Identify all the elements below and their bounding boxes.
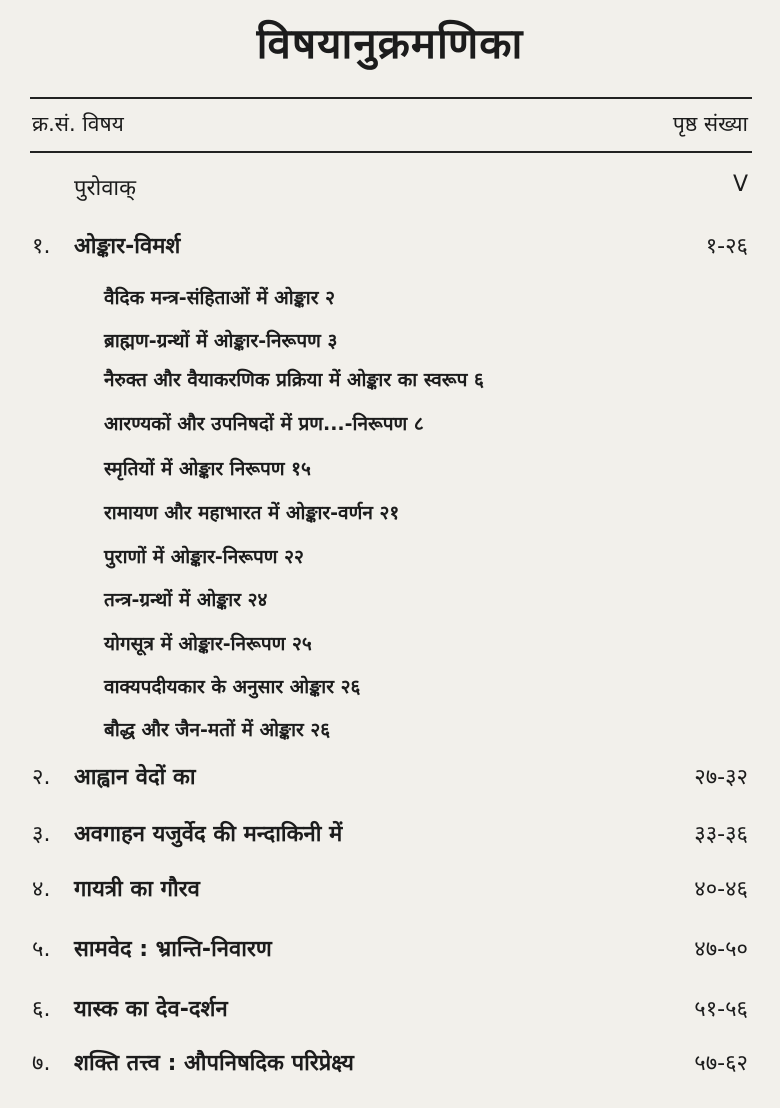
entry-title: यास्क का देव-दर्शन [74, 997, 228, 1022]
toc-entry-7 [32, 1047, 748, 1081]
subentry: योगसूत्र में ओङ्कार-निरूपण २५ [104, 633, 312, 655]
toc-entry-5 [32, 933, 748, 967]
entry-number: ३. [32, 822, 51, 847]
entry-page: ४७-५० [694, 937, 748, 962]
subentry: आरण्यकों और उपनिषदों में प्रण...-निरूपण ८ [104, 413, 424, 435]
entry-title: सामवेद : भ्रान्ति-निवारण [74, 937, 272, 962]
entry-number: २. [32, 765, 51, 790]
subentry: स्मृतियों में ओङ्कार निरूपण १५ [104, 458, 311, 480]
toc-entry-2 [32, 761, 748, 795]
header-top-rule [30, 97, 752, 99]
entry-title: अवगाहन यजुर्वेद की मन्दाकिनी में [74, 822, 343, 847]
entry-number: ७. [32, 1051, 51, 1076]
entry-page: ५१-५६ [694, 997, 748, 1022]
page-title: विषयानुक्रमणिका [256, 19, 524, 68]
entry-page: १-२६ [705, 234, 748, 259]
toc-entry-4 [32, 873, 748, 907]
subentry: वाक्यपदीयकार के अनुसार ओङ्कार २६ [104, 676, 361, 698]
toc-entry-3 [32, 818, 748, 852]
subentry: ब्राह्मण-ग्रन्थों में ओङ्कार-निरूपण ३ [104, 330, 338, 352]
toc-entry-6 [32, 993, 748, 1027]
subentry: तन्त्र-ग्रन्थों में ओङ्कार २४ [104, 589, 268, 611]
entry-page: ५७-६२ [694, 1051, 748, 1076]
entry-title: आह्वान वेदों का [74, 765, 196, 790]
entry-title: पुरोवाक् [74, 176, 137, 201]
header-left: क्र.सं. विषय [32, 112, 124, 136]
entry-number: १. [32, 234, 51, 259]
entry-title: गायत्री का गौरव [74, 877, 200, 902]
entry-page: V [732, 172, 748, 197]
entry-number: ६. [32, 997, 51, 1022]
subentry: रामायण और महाभारत में ओङ्कार-वर्णन २१ [104, 502, 400, 524]
header-bottom-rule [30, 151, 752, 153]
toc-entry-preface [32, 172, 748, 206]
subentry: बौद्ध और जैन-मतों में ओङ्कार २६ [104, 719, 331, 741]
toc-entry-1 [32, 230, 748, 264]
entry-title: शक्ति तत्त्व : औपनिषदिक परिप्रेक्ष्य [74, 1051, 354, 1076]
entry-page: २७-३२ [694, 765, 748, 790]
entry-page: ४०-४६ [694, 877, 748, 902]
subentry: वैदिक मन्त्र-संहिताओं में ओङ्कार २ [104, 287, 335, 309]
entry-page: ३३-३६ [694, 822, 748, 847]
subentry: नैरुक्त और वैयाकरणिक प्रक्रिया में ओङ्कार का स्वरूप ६ [104, 369, 484, 391]
header-right: पृष्ठ संख्या [672, 112, 748, 136]
subentry: पुराणों में ओङ्कार-निरूपण २२ [104, 546, 304, 568]
entry-title: ओङ्कार-विमर्श [74, 234, 181, 259]
entry-number: ५. [32, 937, 51, 962]
entry-number: ४. [32, 877, 51, 902]
